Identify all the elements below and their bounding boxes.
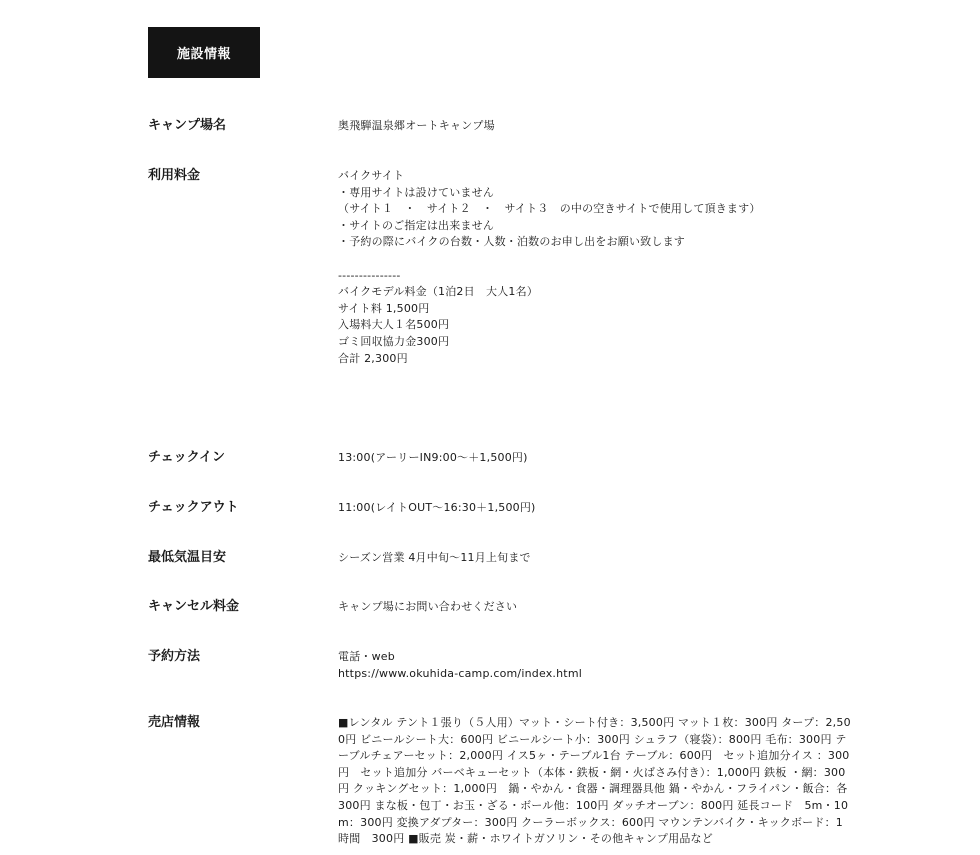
usage-fee-label: 利用料金: [148, 168, 201, 183]
cancel-fee-value: キャンプ場にお問い合わせください: [338, 600, 518, 613]
info-row-cancel-fee: [148, 599, 868, 649]
camp-name-value: 奥飛騨温泉郷オートキャンプ場: [338, 119, 495, 132]
usage-fee-value: バイクサイト ・専用サイトは設けていません （サイト１ ・ サイト２ ・ サイト３ の中の空きサイトで使用して頂きます） ・サイトのご指定は出来ません ・予約の際にバイクの台数・人数・泊数のお申し出をお願い致します --------------- バイクモデル料金（1泊2日 大人1名） サイト料 1,500円 入場料大人１名500円 ゴミ回収協力金300円 合計 2,300円: [338, 169, 761, 365]
info-row-shop: [148, 715, 868, 855]
info-row-checkin: [148, 450, 868, 500]
min-temp-label: 最低気温目安: [148, 550, 227, 565]
checkin-value: 13:00(アーリーIN9:00～＋1,500円): [338, 451, 528, 464]
checkout-value: 11:00(レイトOUT～16:30＋1,500円): [338, 501, 536, 514]
reservation-value: 電話・web https://www.okuhida-camp.com/index.html: [338, 650, 582, 680]
min-temp-value: シーズン営業 4月中旬～11月上旬まで: [338, 551, 531, 564]
checkin-label: チェックイン: [148, 450, 225, 465]
camp-name-label: キャンプ場名: [148, 118, 227, 133]
info-row-reservation: [148, 649, 868, 715]
section-title-badge: 施設情報: [148, 27, 260, 78]
info-row-usage-fee: [148, 168, 868, 450]
shop-value: ■レンタル テント１張り（５人用）マット・シート付き：3,500円 マット１枚：300円 タープ：2,500円 ビニールシート大：600円 ビニールシート小：300円 シュラフ（寝袋）：800円 毛布：300円 テーブルチェアーセット：2,000円 イス5ヶ・テーブル1台 テーブル：600円 セット追加分イス ：300円 セット追加分 バーベキューセット（本体・鉄板・網・火ばさみ付き）：1,000円 鉄板 ・網：300円 クッキングセット：1,000円 鍋・やかん・食器・調理器具他 鍋・やかん・フライパン・飯合：各300円 まな板・包丁・お玉・ざる・ボール他：100円 ダッチオーブン：800円 延長コード 5m・10m：300円 変換アダプター：300円 クーラーボックス：600円 マウンテンバイク・キックボード：1時間 300円 ■販売 炭・薪・ホワイトガソリン・その他キャンプ用品など: [338, 716, 851, 846]
reservation-label: 予約方法: [148, 649, 201, 664]
info-row-min-temp: [148, 550, 868, 599]
facility-info-table: [148, 118, 868, 855]
checkout-label: チェックアウト: [148, 500, 239, 515]
info-row-camp-name: [148, 118, 868, 168]
shop-label: 売店情報: [148, 715, 201, 730]
info-row-checkout: [148, 500, 868, 550]
cancel-fee-label: キャンセル料金: [148, 599, 240, 614]
